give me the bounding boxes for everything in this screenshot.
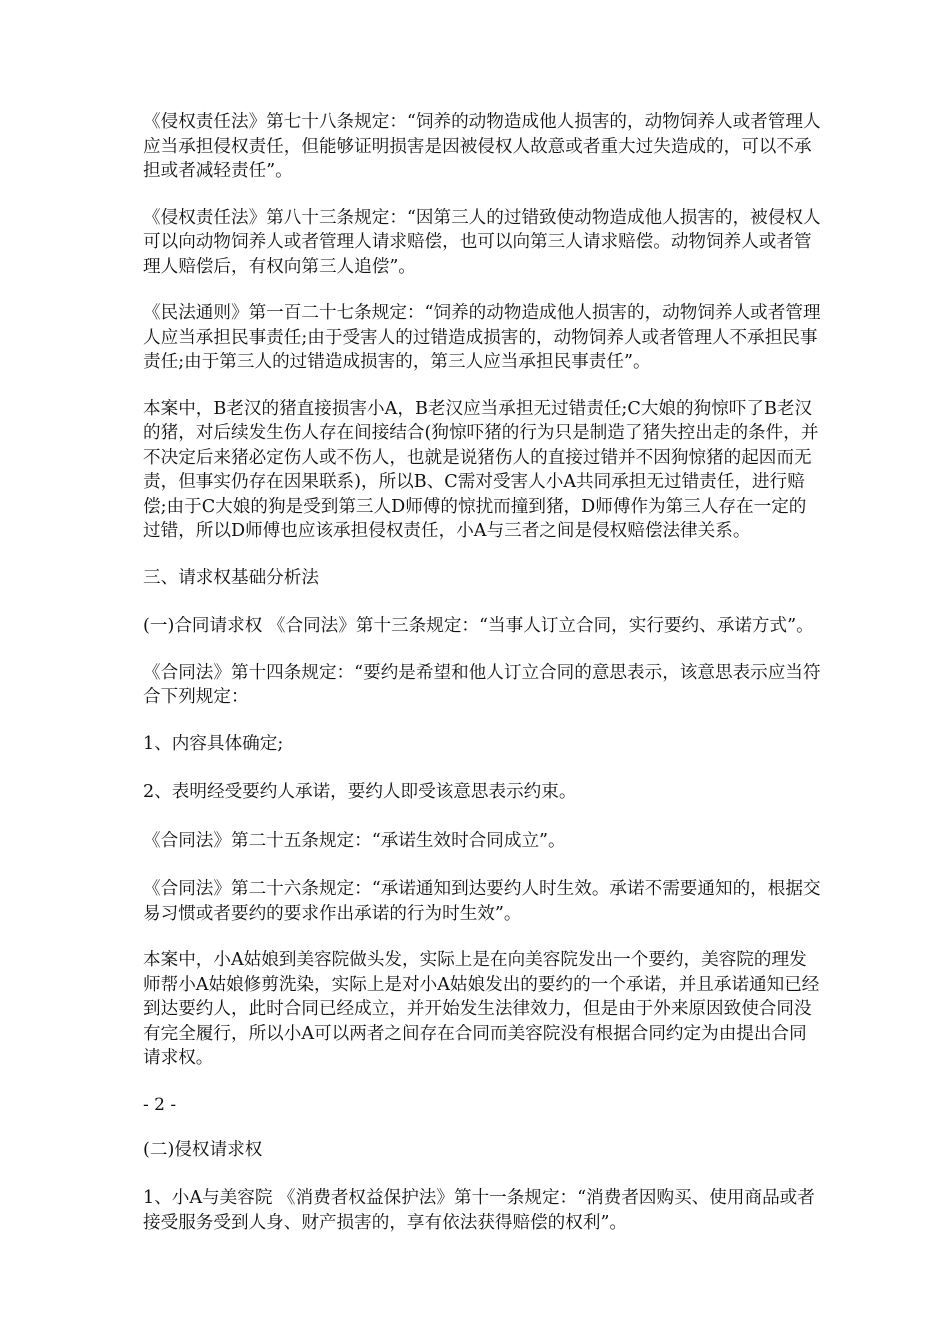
paragraph-case-analysis-contract: 本案中，小A姑娘到美容院做头发，实际上是在向美容院发出一个要约，美容院的理发师帮小A姑娘修剪洗染，实际上是对小A姑娘发出的要约的一个承诺，并且承诺通知已经到达要约人，此时合同已经成立，并开始发生法律效力，但是由于外来原因致使合同没有完全履行，所以小A可以两者之间存在合同而美容院没有根据合同约定为由提出合同请求权。 (143, 950, 820, 1068)
paragraph-contract-law-article-14: 《合同法》第十四条规定：“要约是希望和他人订立合同的意思表示，该意思表示应当符合下列规定： (143, 662, 821, 707)
section-heading-claim-basis: 三、请求权基础分析法 (143, 567, 319, 588)
paragraph-tort-law-article-78: 《侵权责任法》第七十八条规定：“饲养的动物造成他人损害的，动物饲养人或者管理人应当承担侵权责任，但能够证明损害是因被侵权人故意或者重大过失造成的，可以不承担或者减轻责任”。 (143, 112, 821, 181)
paragraph-tort-law-article-83: 《侵权责任法》第八十三条规定：“因第三人的过错致使动物造成他人损害的，被侵权人可以向动物饲养人或者管理人请求赔偿，也可以向第三人请求赔偿。动物饲养人或者管理人赔偿后，有权向第三人追偿”。 (143, 207, 821, 277)
paragraph-case-analysis-tort: 本案中，B老汉的猪直接损害小A，B老汉应当承担无过错责任;C大娘的狗惊吓了B老汉的猪，对后续发生伤人存在间接结合(狗惊吓猪的行为只是制造了猪失控出走的条件，并不决定后来猪必定伤人或不伤人，也就是说猪伤人的直接过错并不因狗惊猪的起因而无责，但事实仍存在因果联系)，所以B、C需对受害人小A共同承担无过错责任，进行赔偿;由于C大娘的狗是受到第三人D师傅的惊扰而撞到猪，D师傅作为第三人存在一定的过错，所以D师傅也应该承担侵权责任，小A与三者之间是侵权赔偿法律关系。 (143, 398, 819, 541)
paragraph-contract-law-article-26: 《合同法》第二十六条规定：“承诺通知到达要约人时生效。承诺不需要通知的，根据交易习惯或者要约的要求作出承诺的行为时生效”。 (143, 879, 821, 924)
list-item-1: 1、内容具体确定; (143, 733, 284, 754)
paragraph-civil-law-article-127: 《民法通则》第一百二十七条规定：“饲养的动物造成他人损害的，动物饲养人或者管理人应当承担民事责任;由于受害人的过错造成损害的，动物饲养人或者管理人不承担民事责任;由于第三人的过错造成损害的，第三人应当承担民事责任”。 (143, 303, 821, 372)
section-heading-tort-claim: (二)侵权请求权 (143, 1139, 263, 1160)
page-number: - 2 - (143, 1094, 177, 1115)
paragraph-consumer-protection-article-11: 1、小A与美容院 《消费者权益保护法》第十一条规定：“消费者因购买、使用商品或者接受服务受到人身、财产损害的，享有依法获得赔偿的权利”。 (143, 1188, 815, 1233)
document-body (143, 110, 823, 1257)
list-item-2: 2、表明经受要约人承诺，要约人即受该意思表示约束。 (143, 782, 577, 802)
paragraph-contract-claim-article-13: (一)合同请求权 《合同法》第十三条规定：“当事人订立合同，实行要约、承诺方式”。 (143, 616, 814, 636)
paragraph-contract-law-article-25: 《合同法》第二十五条规定：“承诺生效时合同成立”。 (143, 830, 566, 851)
